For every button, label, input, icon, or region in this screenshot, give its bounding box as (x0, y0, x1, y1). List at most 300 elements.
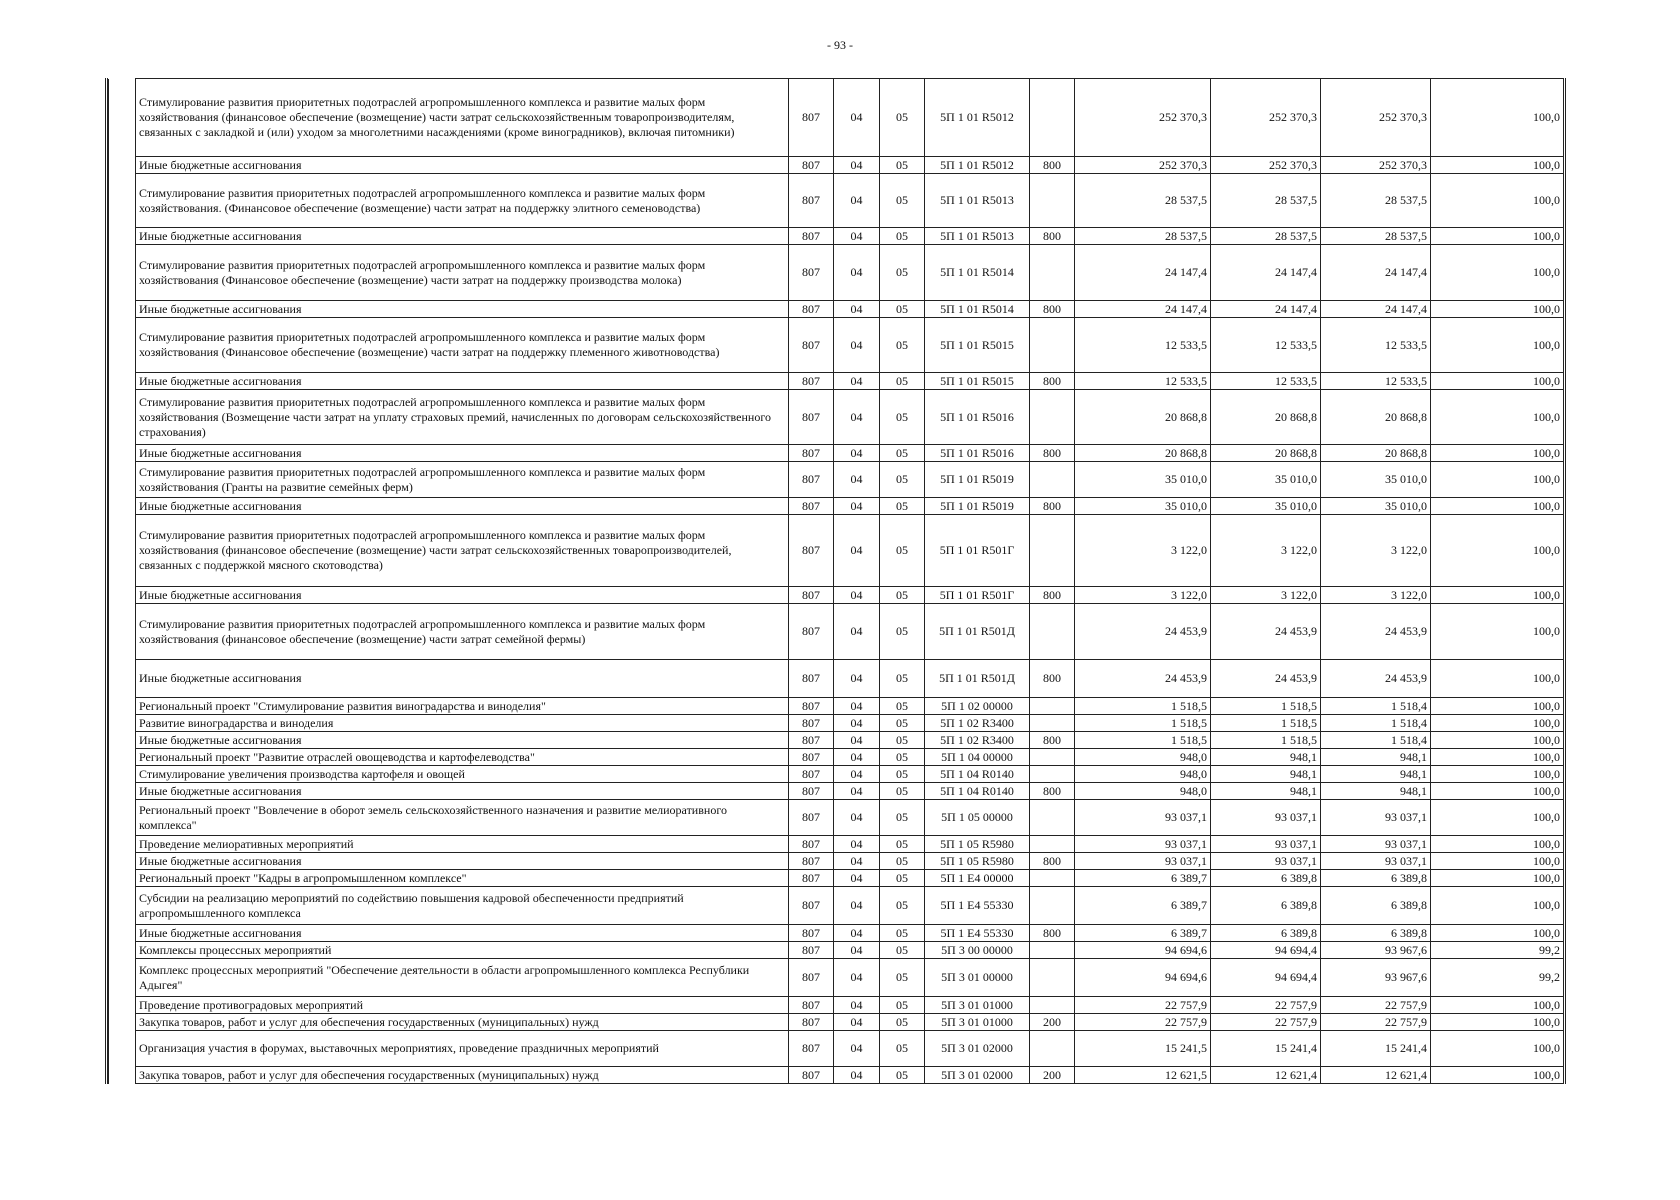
refined-amount-cell: 252 370,3 (1211, 157, 1321, 174)
target-article-cell: 5П 1 Е4 55330 (925, 887, 1030, 925)
section-code-cell: 04 (834, 783, 880, 800)
ministry-code-cell: 807 (789, 245, 834, 301)
approved-amount-cell: 35 010,0 (1075, 498, 1211, 515)
expense-type-cell: 800 (1030, 732, 1075, 749)
ministry-code-cell: 807 (789, 1031, 834, 1067)
expense-type-cell (1030, 870, 1075, 887)
section-code-cell: 04 (834, 942, 880, 959)
expense-type-cell: 800 (1030, 783, 1075, 800)
target-article-cell: 5П 1 04 00000 (925, 749, 1030, 766)
target-article-cell: 5П 1 02 R3400 (925, 732, 1030, 749)
table-row (109, 836, 1565, 853)
row-name-cell: Стимулирование увеличения производства картофеля и овощей (136, 766, 789, 783)
percent-executed-cell: 100,0 (1431, 515, 1565, 587)
percent-executed-cell: 99,2 (1431, 959, 1565, 997)
subsection-code-cell: 05 (880, 715, 925, 732)
section-code-cell: 04 (834, 715, 880, 732)
target-article-cell: 5П 3 01 01000 (925, 1014, 1030, 1031)
section-code-cell: 04 (834, 228, 880, 245)
percent-executed-cell: 100,0 (1431, 1067, 1565, 1084)
row-name-cell: Организация участия в форумах, выставочных мероприятиях, проведение праздничных мероприятий (136, 1031, 789, 1067)
executed-amount-cell: 22 757,9 (1321, 1014, 1431, 1031)
refined-amount-cell: 28 537,5 (1211, 174, 1321, 228)
refined-amount-cell: 12 533,5 (1211, 318, 1321, 373)
row-name-cell: Иные бюджетные ассигнования (136, 228, 789, 245)
subsection-code-cell: 05 (880, 853, 925, 870)
table-row (109, 1014, 1565, 1031)
approved-amount-cell: 22 757,9 (1075, 1014, 1211, 1031)
margin-cell (109, 698, 136, 715)
ministry-code-cell: 807 (789, 887, 834, 925)
refined-amount-cell: 28 537,5 (1211, 228, 1321, 245)
ministry-code-cell: 807 (789, 766, 834, 783)
row-name-cell: Закупка товаров, работ и услуг для обеспечения государственных (муниципальных) нужд (136, 1067, 789, 1084)
percent-executed-cell: 100,0 (1431, 301, 1565, 318)
percent-executed-cell: 100,0 (1431, 318, 1565, 373)
refined-amount-cell: 15 241,4 (1211, 1031, 1321, 1067)
row-name-cell: Региональный проект "Вовлечение в оборот земель сельскохозяйственного назначения и развитие мелиоративного комплекса" (136, 800, 789, 836)
approved-amount-cell: 12 621,5 (1075, 1067, 1211, 1084)
executed-amount-cell: 20 868,8 (1321, 445, 1431, 462)
target-article-cell: 5П 1 05 R5980 (925, 853, 1030, 870)
table-row (109, 174, 1565, 228)
margin-cell (109, 997, 136, 1014)
table-row (109, 997, 1565, 1014)
refined-amount-cell: 3 122,0 (1211, 587, 1321, 604)
margin-cell (109, 853, 136, 870)
margin-cell (109, 301, 136, 318)
section-code-cell: 04 (834, 1031, 880, 1067)
approved-amount-cell: 24 147,4 (1075, 245, 1211, 301)
executed-amount-cell: 6 389,8 (1321, 870, 1431, 887)
budget-table (108, 78, 1566, 1084)
margin-cell (109, 942, 136, 959)
expense-type-cell: 800 (1030, 157, 1075, 174)
approved-amount-cell: 252 370,3 (1075, 79, 1211, 157)
executed-amount-cell: 1 518,4 (1321, 698, 1431, 715)
section-code-cell: 04 (834, 959, 880, 997)
approved-amount-cell: 94 694,6 (1075, 959, 1211, 997)
percent-executed-cell: 100,0 (1431, 715, 1565, 732)
percent-executed-cell: 100,0 (1431, 853, 1565, 870)
target-article-cell: 5П 1 05 R5980 (925, 836, 1030, 853)
margin-cell (109, 79, 136, 157)
table-row (109, 373, 1565, 390)
approved-amount-cell: 948,0 (1075, 749, 1211, 766)
page-number: - 93 - (827, 38, 853, 52)
executed-amount-cell: 35 010,0 (1321, 462, 1431, 498)
subsection-code-cell: 05 (880, 870, 925, 887)
section-code-cell: 04 (834, 997, 880, 1014)
executed-amount-cell: 948,1 (1321, 766, 1431, 783)
target-article-cell: 5П 1 02 R3400 (925, 715, 1030, 732)
section-code-cell: 04 (834, 498, 880, 515)
ministry-code-cell: 807 (789, 783, 834, 800)
expense-type-cell: 800 (1030, 660, 1075, 698)
refined-amount-cell: 35 010,0 (1211, 462, 1321, 498)
target-article-cell: 5П 3 01 02000 (925, 1031, 1030, 1067)
section-code-cell: 04 (834, 870, 880, 887)
subsection-code-cell: 05 (880, 228, 925, 245)
ministry-code-cell: 807 (789, 390, 834, 445)
percent-executed-cell: 100,0 (1431, 749, 1565, 766)
ministry-code-cell: 807 (789, 715, 834, 732)
row-name-cell: Региональный проект "Развитие отраслей овощеводства и картофелеводства" (136, 749, 789, 766)
executed-amount-cell: 6 389,8 (1321, 925, 1431, 942)
margin-cell (109, 1031, 136, 1067)
table-row (109, 942, 1565, 959)
row-name-cell: Проведение мелиоративных мероприятий (136, 836, 789, 853)
ministry-code-cell: 807 (789, 604, 834, 660)
section-code-cell: 04 (834, 390, 880, 445)
refined-amount-cell: 24 453,9 (1211, 604, 1321, 660)
ministry-code-cell: 807 (789, 157, 834, 174)
table-row (109, 301, 1565, 318)
approved-amount-cell: 3 122,0 (1075, 515, 1211, 587)
approved-amount-cell: 20 868,8 (1075, 445, 1211, 462)
table-row (109, 318, 1565, 373)
subsection-code-cell: 05 (880, 698, 925, 715)
margin-cell (109, 462, 136, 498)
approved-amount-cell: 24 453,9 (1075, 660, 1211, 698)
subsection-code-cell: 05 (880, 959, 925, 997)
expense-type-cell: 800 (1030, 445, 1075, 462)
percent-executed-cell: 100,0 (1431, 228, 1565, 245)
executed-amount-cell: 12 621,4 (1321, 1067, 1431, 1084)
section-code-cell: 04 (834, 732, 880, 749)
table-row (109, 1067, 1565, 1084)
margin-cell (109, 1014, 136, 1031)
subsection-code-cell: 05 (880, 445, 925, 462)
refined-amount-cell: 35 010,0 (1211, 498, 1321, 515)
percent-executed-cell: 100,0 (1431, 174, 1565, 228)
approved-amount-cell: 35 010,0 (1075, 462, 1211, 498)
table-row (109, 749, 1565, 766)
table-row (109, 445, 1565, 462)
section-code-cell: 04 (834, 800, 880, 836)
margin-cell (109, 515, 136, 587)
row-name-cell: Проведение противоградовых мероприятий (136, 997, 789, 1014)
row-name-cell: Комплексы процессных мероприятий (136, 942, 789, 959)
percent-executed-cell: 100,0 (1431, 157, 1565, 174)
approved-amount-cell: 22 757,9 (1075, 997, 1211, 1014)
target-article-cell: 5П 1 01 R501Д (925, 604, 1030, 660)
margin-cell (109, 715, 136, 732)
ministry-code-cell: 807 (789, 301, 834, 318)
section-code-cell: 04 (834, 245, 880, 301)
executed-amount-cell: 948,1 (1321, 749, 1431, 766)
ministry-code-cell: 807 (789, 79, 834, 157)
target-article-cell: 5П 1 05 00000 (925, 800, 1030, 836)
approved-amount-cell: 28 537,5 (1075, 174, 1211, 228)
subsection-code-cell: 05 (880, 942, 925, 959)
row-name-cell: Иные бюджетные ассигнования (136, 925, 789, 942)
subsection-code-cell: 05 (880, 766, 925, 783)
approved-amount-cell: 3 122,0 (1075, 587, 1211, 604)
ministry-code-cell: 807 (789, 749, 834, 766)
margin-cell (109, 836, 136, 853)
refined-amount-cell: 6 389,8 (1211, 925, 1321, 942)
margin-cell (109, 749, 136, 766)
percent-executed-cell: 100,0 (1431, 1014, 1565, 1031)
expense-type-cell: 800 (1030, 301, 1075, 318)
percent-executed-cell: 100,0 (1431, 836, 1565, 853)
target-article-cell: 5П 1 01 R5012 (925, 157, 1030, 174)
percent-executed-cell: 100,0 (1431, 245, 1565, 301)
target-article-cell: 5П 1 01 R5019 (925, 462, 1030, 498)
percent-executed-cell: 100,0 (1431, 79, 1565, 157)
refined-amount-cell: 12 621,4 (1211, 1067, 1321, 1084)
percent-executed-cell: 100,0 (1431, 997, 1565, 1014)
margin-cell (109, 783, 136, 800)
expense-type-cell: 200 (1030, 1067, 1075, 1084)
subsection-code-cell: 05 (880, 174, 925, 228)
margin-cell (109, 390, 136, 445)
margin-cell (109, 445, 136, 462)
table-row (109, 1031, 1565, 1067)
refined-amount-cell: 94 694,4 (1211, 942, 1321, 959)
target-article-cell: 5П 1 04 R0140 (925, 783, 1030, 800)
approved-amount-cell: 6 389,7 (1075, 887, 1211, 925)
budget-table-body (109, 79, 1565, 1084)
table-row (109, 870, 1565, 887)
approved-amount-cell: 12 533,5 (1075, 373, 1211, 390)
subsection-code-cell: 05 (880, 515, 925, 587)
margin-cell (109, 373, 136, 390)
row-name-cell: Иные бюджетные ассигнования (136, 853, 789, 870)
executed-amount-cell: 35 010,0 (1321, 498, 1431, 515)
subsection-code-cell: 05 (880, 997, 925, 1014)
executed-amount-cell: 3 122,0 (1321, 587, 1431, 604)
refined-amount-cell: 1 518,5 (1211, 715, 1321, 732)
ministry-code-cell: 807 (789, 445, 834, 462)
expense-type-cell (1030, 959, 1075, 997)
percent-executed-cell: 100,0 (1431, 498, 1565, 515)
refined-amount-cell: 22 757,9 (1211, 1014, 1321, 1031)
percent-executed-cell: 100,0 (1431, 1031, 1565, 1067)
row-name-cell: Стимулирование развития приоритетных подотраслей агропромышленного комплекса и развитие малых форм хозяйствования (финансовое обеспечение (возмещение) части затрат сельскохозяйственным товаропроизводителям, связанных с закладкой и (или) уходом за многолетними насаждениями (кроме виноградников), включая питомники) (136, 79, 789, 157)
margin-cell (109, 174, 136, 228)
subsection-code-cell: 05 (880, 301, 925, 318)
section-code-cell: 04 (834, 887, 880, 925)
ministry-code-cell: 807 (789, 462, 834, 498)
percent-executed-cell: 99,2 (1431, 942, 1565, 959)
table-row (109, 766, 1565, 783)
section-code-cell: 04 (834, 174, 880, 228)
refined-amount-cell: 93 037,1 (1211, 853, 1321, 870)
refined-amount-cell: 24 147,4 (1211, 245, 1321, 301)
table-row (109, 462, 1565, 498)
target-article-cell: 5П 1 01 R5014 (925, 245, 1030, 301)
target-article-cell: 5П 1 Е4 55330 (925, 925, 1030, 942)
table-row (109, 732, 1565, 749)
ministry-code-cell: 807 (789, 1067, 834, 1084)
table-row (109, 228, 1565, 245)
refined-amount-cell: 93 037,1 (1211, 800, 1321, 836)
target-article-cell: 5П 3 01 02000 (925, 1067, 1030, 1084)
section-code-cell: 04 (834, 749, 880, 766)
ministry-code-cell: 807 (789, 853, 834, 870)
row-name-cell: Иные бюджетные ассигнования (136, 157, 789, 174)
section-code-cell: 04 (834, 698, 880, 715)
executed-amount-cell: 93 037,1 (1321, 800, 1431, 836)
executed-amount-cell: 28 537,5 (1321, 228, 1431, 245)
ministry-code-cell: 807 (789, 228, 834, 245)
percent-executed-cell: 100,0 (1431, 732, 1565, 749)
row-name-cell: Комплекс процессных мероприятий "Обеспечение деятельности в области агропромышленного комплекса Республики Адыгея" (136, 959, 789, 997)
margin-cell (109, 245, 136, 301)
margin-cell (109, 660, 136, 698)
refined-amount-cell: 94 694,4 (1211, 959, 1321, 997)
row-name-cell: Стимулирование развития приоритетных подотраслей агропромышленного комплекса и развитие малых форм хозяйствования (финансовое обеспечение (возмещение) части затрат сельскохозяйственных товаропроизводителей, связанных с поддержкой мясного скотоводства) (136, 515, 789, 587)
margin-cell (109, 959, 136, 997)
percent-executed-cell: 100,0 (1431, 887, 1565, 925)
table-row (109, 783, 1565, 800)
row-name-cell: Стимулирование развития приоритетных подотраслей агропромышленного комплекса и развитие малых форм хозяйствования (Финансовое обеспечение (возмещение) части затрат на поддержку племенного животноводства) (136, 318, 789, 373)
executed-amount-cell: 12 533,5 (1321, 318, 1431, 373)
row-name-cell: Субсидии на реализацию мероприятий по содействию повышения кадровой обеспеченности предприятий агропромышленного комплекса (136, 887, 789, 925)
expense-type-cell (1030, 515, 1075, 587)
refined-amount-cell: 6 389,8 (1211, 887, 1321, 925)
target-article-cell: 5П 1 01 R5019 (925, 498, 1030, 515)
target-article-cell: 5П 1 02 00000 (925, 698, 1030, 715)
executed-amount-cell: 93 967,6 (1321, 942, 1431, 959)
target-article-cell: 5П 3 01 01000 (925, 997, 1030, 1014)
table-row (109, 157, 1565, 174)
expense-type-cell (1030, 318, 1075, 373)
target-article-cell: 5П 1 01 R5012 (925, 79, 1030, 157)
refined-amount-cell: 22 757,9 (1211, 997, 1321, 1014)
subsection-code-cell: 05 (880, 245, 925, 301)
table-row (109, 853, 1565, 870)
budget-table-wrapper (105, 78, 1564, 1084)
subsection-code-cell: 05 (880, 1031, 925, 1067)
ministry-code-cell: 807 (789, 498, 834, 515)
subsection-code-cell: 05 (880, 732, 925, 749)
executed-amount-cell: 252 370,3 (1321, 157, 1431, 174)
approved-amount-cell: 12 533,5 (1075, 318, 1211, 373)
expense-type-cell: 800 (1030, 373, 1075, 390)
expense-type-cell (1030, 79, 1075, 157)
expense-type-cell: 800 (1030, 587, 1075, 604)
subsection-code-cell: 05 (880, 390, 925, 445)
subsection-code-cell: 05 (880, 498, 925, 515)
ministry-code-cell: 807 (789, 318, 834, 373)
table-row (109, 925, 1565, 942)
ministry-code-cell: 807 (789, 1014, 834, 1031)
approved-amount-cell: 94 694,6 (1075, 942, 1211, 959)
ministry-code-cell: 807 (789, 732, 834, 749)
subsection-code-cell: 05 (880, 887, 925, 925)
approved-amount-cell: 948,0 (1075, 783, 1211, 800)
target-article-cell: 5П 1 01 R501Г (925, 587, 1030, 604)
section-code-cell: 04 (834, 373, 880, 390)
ministry-code-cell: 807 (789, 997, 834, 1014)
percent-executed-cell: 100,0 (1431, 587, 1565, 604)
refined-amount-cell: 24 453,9 (1211, 660, 1321, 698)
ministry-code-cell: 807 (789, 800, 834, 836)
approved-amount-cell: 28 537,5 (1075, 228, 1211, 245)
subsection-code-cell: 05 (880, 783, 925, 800)
percent-executed-cell: 100,0 (1431, 462, 1565, 498)
approved-amount-cell: 93 037,1 (1075, 836, 1211, 853)
row-name-cell: Стимулирование развития приоритетных подотраслей агропромышленного комплекса и развитие малых форм хозяйствования. (Финансовое обеспечение (возмещение) части затрат на поддержку элитного семеноводства) (136, 174, 789, 228)
refined-amount-cell: 24 147,4 (1211, 301, 1321, 318)
subsection-code-cell: 05 (880, 1014, 925, 1031)
target-article-cell: 5П 1 01 R5014 (925, 301, 1030, 318)
expense-type-cell (1030, 887, 1075, 925)
ministry-code-cell: 807 (789, 870, 834, 887)
table-row (109, 498, 1565, 515)
ministry-code-cell: 807 (789, 660, 834, 698)
expense-type-cell: 800 (1030, 925, 1075, 942)
subsection-code-cell: 05 (880, 1067, 925, 1084)
percent-executed-cell: 100,0 (1431, 660, 1565, 698)
section-code-cell: 04 (834, 301, 880, 318)
executed-amount-cell: 24 147,4 (1321, 245, 1431, 301)
subsection-code-cell: 05 (880, 79, 925, 157)
row-name-cell: Стимулирование развития приоритетных подотраслей агропромышленного комплекса и развитие малых форм хозяйствования (Гранты на развитие семейных ферм) (136, 462, 789, 498)
executed-amount-cell: 24 147,4 (1321, 301, 1431, 318)
row-name-cell: Иные бюджетные ассигнования (136, 783, 789, 800)
margin-cell (109, 157, 136, 174)
target-article-cell: 5П 1 01 R5013 (925, 174, 1030, 228)
section-code-cell: 04 (834, 515, 880, 587)
expense-type-cell (1030, 604, 1075, 660)
refined-amount-cell: 948,1 (1211, 783, 1321, 800)
percent-executed-cell: 100,0 (1431, 698, 1565, 715)
executed-amount-cell: 252 370,3 (1321, 79, 1431, 157)
refined-amount-cell: 6 389,8 (1211, 870, 1321, 887)
refined-amount-cell: 1 518,5 (1211, 698, 1321, 715)
row-name-cell: Развитие виноградарства и виноделия (136, 715, 789, 732)
target-article-cell: 5П 1 01 R5015 (925, 318, 1030, 373)
ministry-code-cell: 807 (789, 698, 834, 715)
table-row (109, 390, 1565, 445)
target-article-cell: 5П 1 01 R501Г (925, 515, 1030, 587)
row-name-cell: Стимулирование развития приоритетных подотраслей агропромышленного комплекса и развитие малых форм хозяйствования (Возмещение части затрат на уплату страховых премий, начисленных по договорам сельскохозяйственного страхования) (136, 390, 789, 445)
section-code-cell: 04 (834, 925, 880, 942)
refined-amount-cell: 12 533,5 (1211, 373, 1321, 390)
row-name-cell: Иные бюджетные ассигнования (136, 498, 789, 515)
refined-amount-cell: 20 868,8 (1211, 445, 1321, 462)
ministry-code-cell: 807 (789, 587, 834, 604)
expense-type-cell (1030, 698, 1075, 715)
expense-type-cell: 800 (1030, 853, 1075, 870)
section-code-cell: 04 (834, 853, 880, 870)
margin-cell (109, 870, 136, 887)
table-row (109, 515, 1565, 587)
expense-type-cell: 800 (1030, 498, 1075, 515)
expense-type-cell (1030, 174, 1075, 228)
expense-type-cell (1030, 462, 1075, 498)
percent-executed-cell: 100,0 (1431, 445, 1565, 462)
target-article-cell: 5П 1 01 R5015 (925, 373, 1030, 390)
approved-amount-cell: 15 241,5 (1075, 1031, 1211, 1067)
approved-amount-cell: 6 389,7 (1075, 870, 1211, 887)
row-name-cell: Иные бюджетные ассигнования (136, 301, 789, 318)
row-name-cell: Иные бюджетные ассигнования (136, 587, 789, 604)
row-name-cell: Иные бюджетные ассигнования (136, 732, 789, 749)
ministry-code-cell: 807 (789, 515, 834, 587)
executed-amount-cell: 24 453,9 (1321, 660, 1431, 698)
executed-amount-cell: 93 037,1 (1321, 853, 1431, 870)
row-name-cell: Иные бюджетные ассигнования (136, 445, 789, 462)
executed-amount-cell: 24 453,9 (1321, 604, 1431, 660)
margin-cell (109, 800, 136, 836)
expense-type-cell (1030, 997, 1075, 1014)
expense-type-cell (1030, 766, 1075, 783)
